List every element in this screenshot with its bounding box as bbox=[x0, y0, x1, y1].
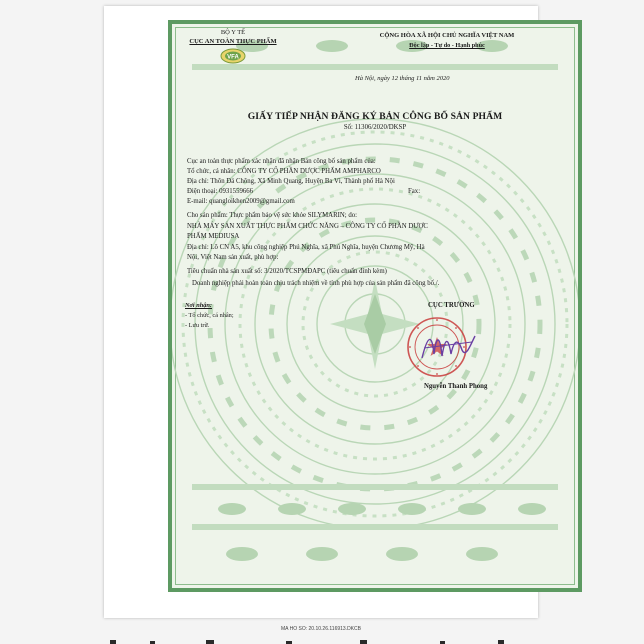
national-motto: Độc lập - Tự do - Hạnh phúc bbox=[409, 42, 485, 49]
signer-name: Nguyễn Thanh Phong bbox=[424, 383, 488, 390]
body-line-1: Cục an toàn thực phẩm xác nhận đã nhận Bản công bố sản phẩm của: bbox=[187, 158, 376, 165]
certificate-border bbox=[168, 20, 582, 592]
recipient-item: - Lưu trữ. bbox=[185, 322, 210, 329]
body-line-5: E-mail: quangloikhen2009@gmail.com bbox=[187, 198, 295, 205]
body-line-2: Tổ chức, cá nhân: CÔNG TY CỔ PHẦN DƯỢC PHẨM AMPHARCO bbox=[187, 168, 381, 175]
ministry-name: BỘ Y TẾ bbox=[220, 29, 246, 36]
body-line-7: NHÀ MÁY SẢN XUẤT THỰC PHẨM CHỨC NĂNG – CÔNG TY CỔ PHẦN DƯỢC bbox=[187, 223, 428, 230]
next-page-edge bbox=[0, 630, 644, 644]
document-number: Số: 11306/2020/DKSP bbox=[343, 124, 407, 131]
body-line-3: Địa chỉ: Thôn Đá Chông, Xã Minh Quang, Huyện Ba Vì, Thành phố Hà Nội bbox=[187, 178, 395, 185]
signature-title: CỤC TRƯỞNG bbox=[428, 302, 475, 309]
fax-label: Fax: bbox=[408, 188, 421, 195]
recipients-heading: Nơi nhận: bbox=[185, 302, 213, 309]
body-line-12: Doanh nghiệp phải hoàn toàn chịu trách nhiệm về tính phù hợp của sản phẩm đã công bố./. bbox=[192, 280, 440, 287]
body-line-4: Điện thoại: 0931559666 bbox=[187, 188, 254, 195]
place-date: Hà Nội, ngày 12 tháng 11 năm 2020 bbox=[355, 75, 450, 82]
body-line-8: PHẨM MEDIUSA bbox=[187, 233, 240, 240]
body-line-6: Cho sản phẩm: Thực phẩm bảo vệ sức khỏe SILYMARIN; do: bbox=[187, 212, 358, 219]
body-line-10: Nội, Việt Nam sản xuất, phù hợp: bbox=[187, 254, 279, 261]
recipient-item: - Tổ chức, cá nhân; bbox=[185, 312, 234, 319]
document-title: GIẤY TIẾP NHẬN ĐĂNG KÝ BẢN CÔNG BỐ SẢN PHẨM bbox=[247, 111, 503, 122]
signature-mark bbox=[418, 328, 478, 368]
document-page bbox=[104, 6, 538, 632]
body-line-11: Tiêu chuẩn nhà sản xuất số: 3/2020/TCSPMĐAPC (tiêu chuẩn đính kèm) bbox=[187, 268, 387, 275]
body-line-9: Địa chỉ: Lô CN A5, khu công nghiệp Phú Nghĩa, xã Phú Nghĩa, huyện Chương Mỹ, Hà bbox=[187, 244, 425, 251]
svg-text:VFA: VFA bbox=[227, 54, 239, 61]
certificate-content bbox=[172, 24, 578, 588]
department-name: CỤC AN TOÀN THỰC PHẨM bbox=[189, 38, 277, 45]
record-code: MA HO SO: 20.10.26.116913.DKCB bbox=[281, 626, 361, 632]
vfa-logo-icon bbox=[220, 48, 246, 64]
country-name: CỘNG HÒA XÃ HỘI CHỦ NGHĨA VIỆT NAM bbox=[379, 32, 515, 39]
